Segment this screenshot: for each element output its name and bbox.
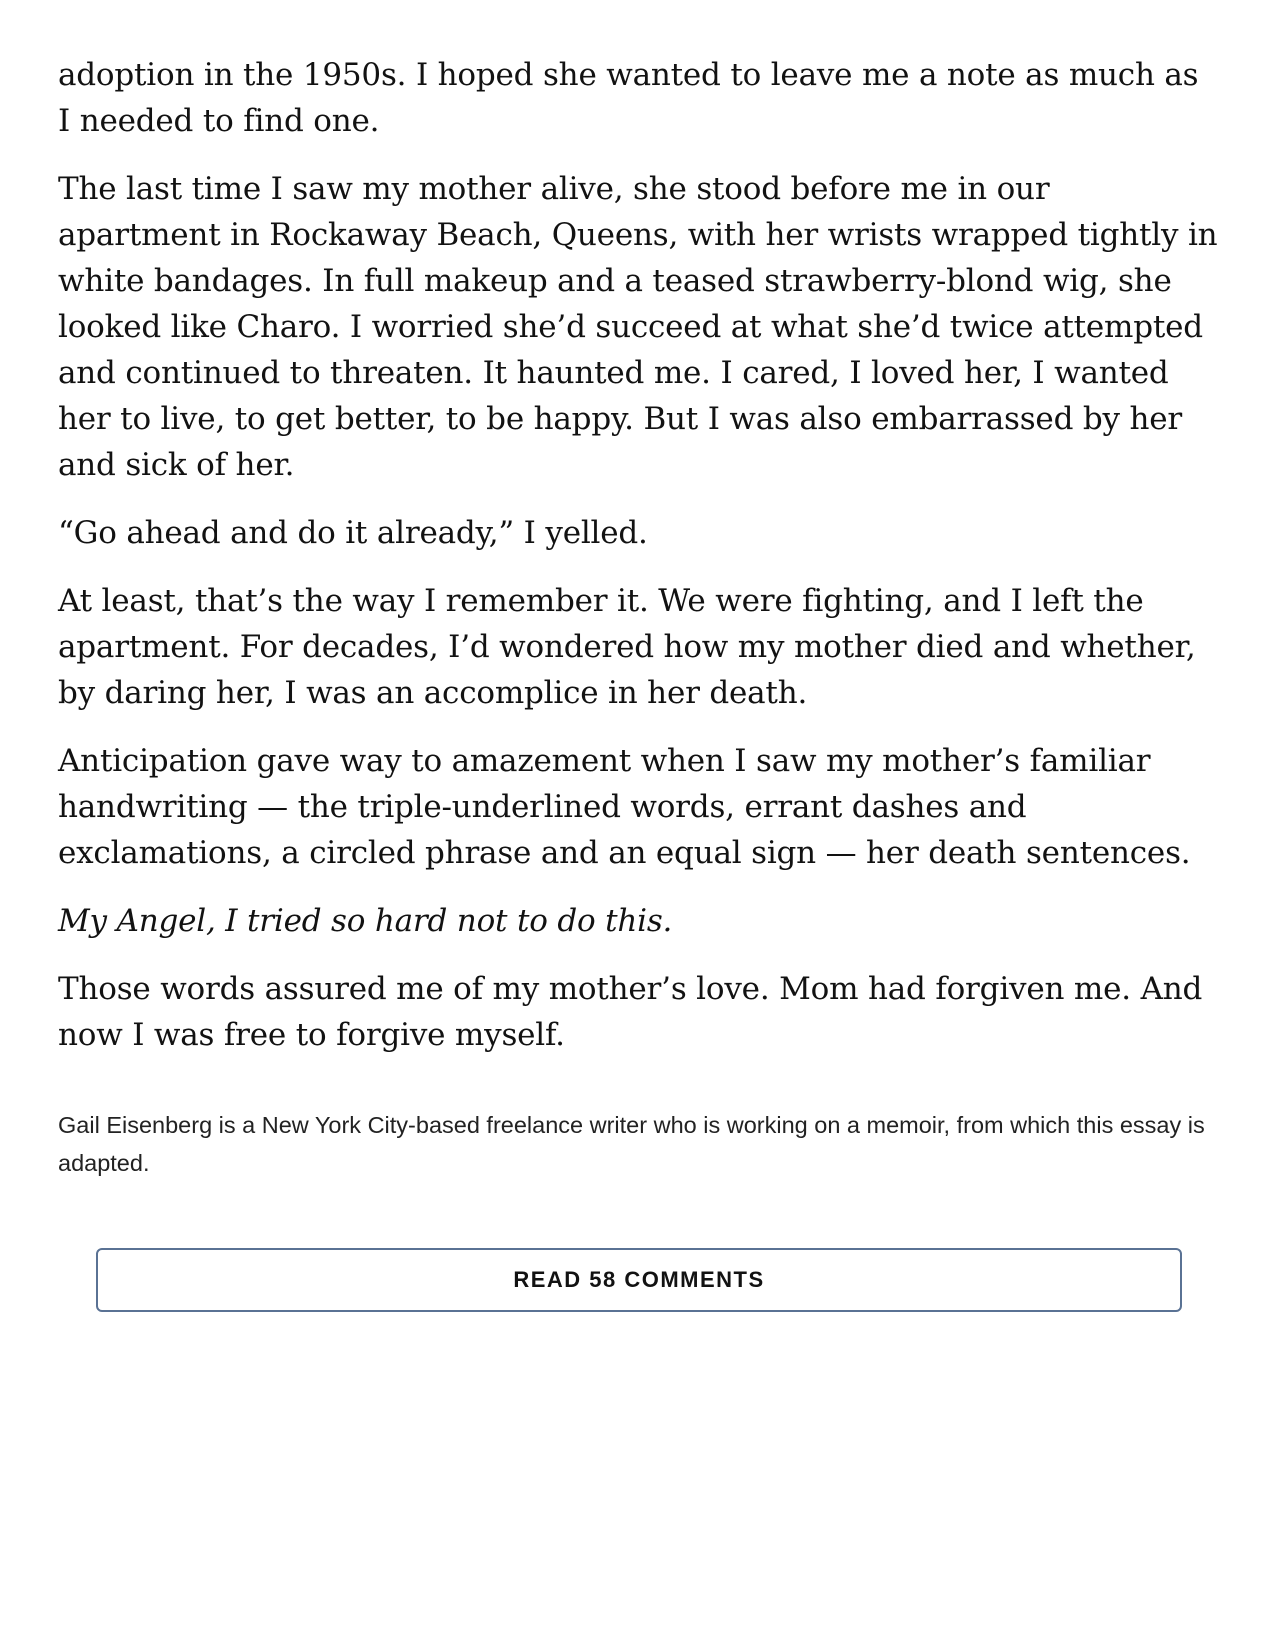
article-paragraph: Anticipation gave way to amazement when I saw my mother’s familiar handwriting — the triple-underlined words, errant dashes and exclamations, a circled phrase and an equal sign — her death sentences. bbox=[58, 743, 1191, 871]
article-paragraph: adoption in the 1950s. I hoped she wanted to leave me a note as much as I needed to find one. bbox=[58, 57, 1199, 139]
article-body bbox=[58, 52, 1218, 1182]
article-paragraph: Those words assured me of my mother’s love. Mom had forgiven me. And now I was free to forgive myself. bbox=[58, 971, 1203, 1053]
read-comments-button[interactable]: READ 58 COMMENTS bbox=[96, 1248, 1182, 1312]
article-paragraph: At least, that’s the way I remember it. We were fighting, and I left the apartment. For decades, I’d wondered how my mother died and whether, by daring her, I was an accomplice in her death. bbox=[58, 583, 1196, 711]
article-paragraph: The last time I saw my mother alive, she stood before me in our apartment in Rockaway Beach, Queens, with her wrists wrapped tightly in white bandages. In full makeup and a teased strawberry-blond wig, she looked like Charo. I worried she’d succeed at what she’d twice attempted and continued to threaten. It haunted me. I cared, I loved her, I wanted her to live, to get better, to be happy. But I was also embarrassed by her and sick of her. bbox=[58, 171, 1218, 483]
quoted-note-line: My Angel, I tried so hard not to do this. bbox=[58, 903, 673, 939]
article-paragraph: “Go ahead and do it already,” I yelled. bbox=[58, 515, 648, 551]
comments-section bbox=[96, 1248, 1182, 1312]
author-bio: Gail Eisenberg is a New York City-based freelance writer who is working on a memoir, from which this essay is adapted. bbox=[58, 1112, 1205, 1176]
